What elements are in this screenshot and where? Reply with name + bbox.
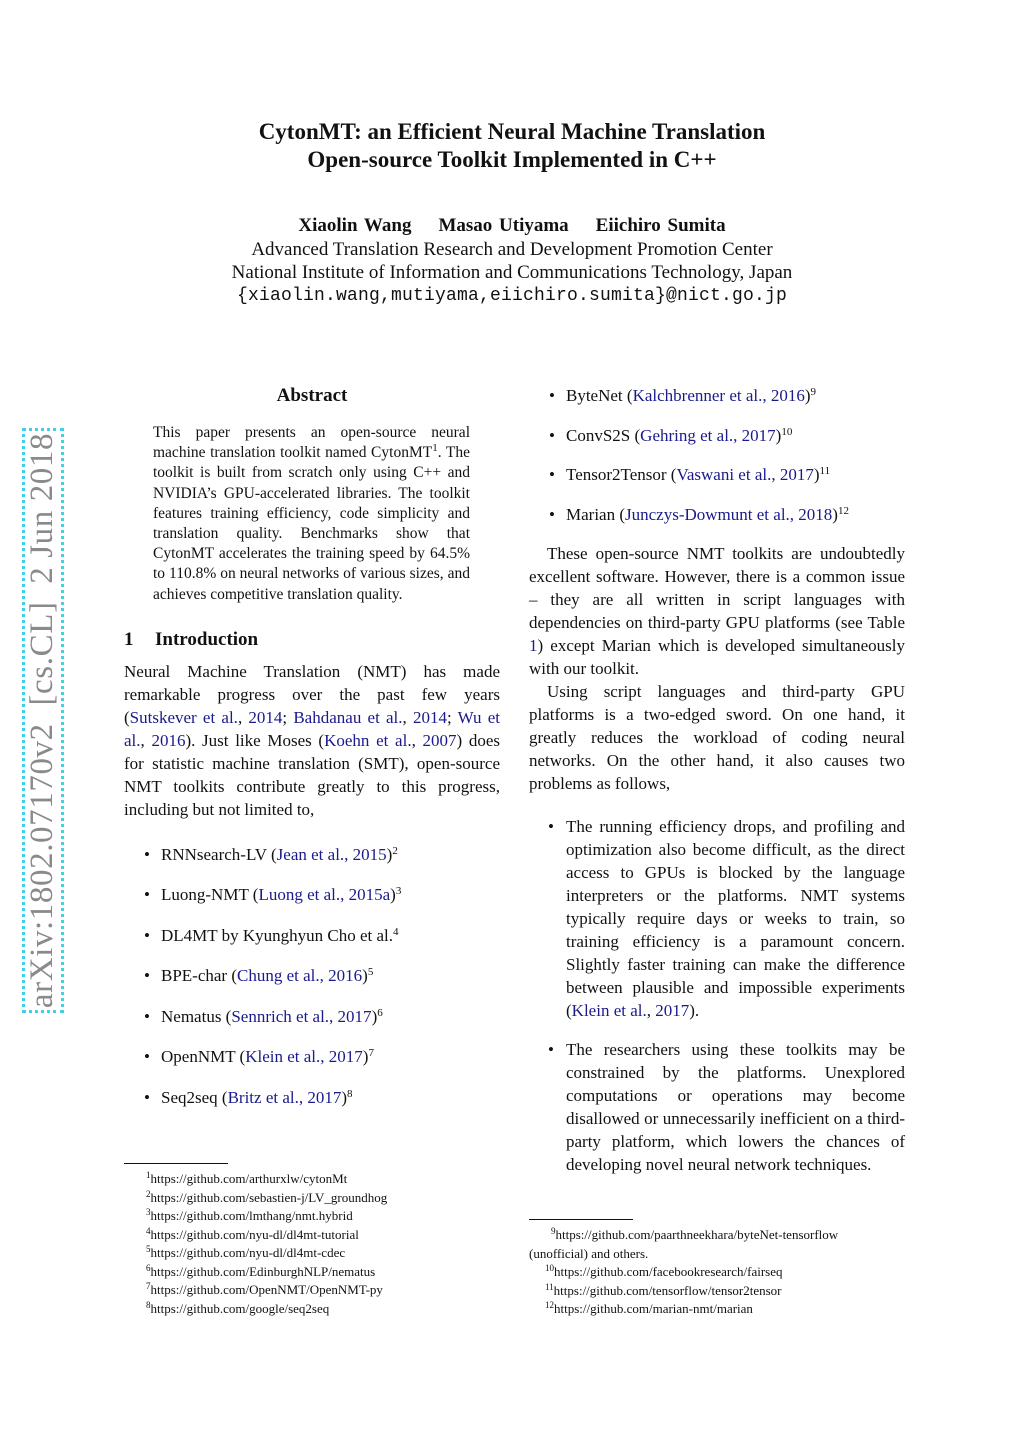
citation-link[interactable]: Luong et al., 2015a (258, 885, 391, 905)
list-item (529, 815, 905, 1022)
footnote-divider (124, 1163, 228, 1164)
citation-link[interactable]: Jean et al., 2015 (276, 844, 387, 864)
citation-link[interactable]: Chung et al., 2016 (237, 966, 363, 986)
footnote-mark[interactable]: 6 (377, 1006, 383, 1019)
footnote (529, 1226, 905, 1245)
footnote-url[interactable]: https://github.com/nyu-dl/dl4mt-cdec (150, 1245, 346, 1260)
footnote-number: 12 (545, 1300, 554, 1310)
footnote-url[interactable]: https://github.com/nyu-dl/dl4mt-tutorial (150, 1226, 359, 1242)
text-run: ) (386, 844, 393, 864)
footnote-number: 6 (146, 1262, 151, 1273)
footnote-number: 8 (146, 1299, 151, 1310)
footnote-list (124, 1170, 500, 1318)
table-reference-link[interactable]: 1 (529, 636, 538, 655)
intro-paragraph-2 (529, 542, 905, 680)
footnote-mark[interactable]: 8 (347, 1087, 353, 1100)
text-run: ) (390, 885, 396, 905)
right-column (529, 384, 905, 1192)
toolkit-name: Luong-NMT ( (161, 885, 259, 905)
list-item (124, 924, 500, 947)
footnote-mark: 1 (432, 442, 438, 455)
footnote-url[interactable]: https://github.com/arthurxlw/cytonMt (150, 1171, 348, 1186)
footnote-number: 7 (146, 1281, 151, 1291)
footnote-url[interactable]: https://github.com/marian-nmt/marian (554, 1301, 753, 1316)
text-run: ) does for statistic machine translation (SMT), open-source NMT toolkits contribute greatly to this progress, including but not limited to, (124, 730, 501, 819)
toolkit-name: ByteNet ( (566, 386, 633, 405)
text-run: ; (447, 707, 458, 727)
abstract-text (153, 423, 470, 605)
list-item (124, 843, 500, 866)
text-run: , (140, 730, 152, 750)
text-run: Neural Machine Translation (NMT) has made remarkable progress over the past few years ( (124, 661, 500, 727)
section-number: 1 (124, 628, 134, 650)
list-item (529, 503, 905, 526)
toolkit-name: Seq2seq ( (161, 1087, 228, 1107)
citation-link[interactable]: Klein et al., 2017 (245, 1047, 363, 1067)
toolkit-name: BPE-char ( (161, 966, 238, 986)
problem-list (529, 815, 905, 1176)
citation-link[interactable]: Kalchbrenner et al., 2016 (632, 386, 805, 405)
text-run: ) (362, 966, 368, 986)
footnote-url[interactable]: https://github.com/EdinburghNLP/nematus (150, 1263, 376, 1279)
author-emails: {xiaolin.wang,mutiyama,eiichiro.sumita}@nict.go.jp (236, 285, 788, 306)
footnote-divider (529, 1219, 633, 1220)
footnote (529, 1282, 905, 1301)
toolkit-name: RNNsearch-LV ( (161, 844, 277, 864)
list-item (529, 424, 905, 447)
list-item (529, 463, 905, 486)
text-run: The running efficiency drops, and profiling and optimization also become difficult, as the direct access to GPUs is blocked by the language interpreters or the platforms. NMT systems typically require days or weeks to train, so training efficiency is a paramount concern. Slightly faster training can make the difference between plausible and impossible experiments ( (566, 817, 905, 1020)
citation-link[interactable]: Sennrich et al., 2017 (231, 1006, 372, 1026)
footnote-url[interactable]: https://github.com/lmthang/nmt.hybrid (150, 1208, 353, 1223)
citation-link[interactable]: Gehring et al., 2017 (640, 425, 776, 445)
list-item (124, 883, 500, 906)
footnote-number: 9 (551, 1226, 556, 1236)
title-line-2: Open-source Toolkit Implemented in C++ (307, 147, 717, 172)
footnote-mark[interactable]: 12 (837, 504, 849, 517)
toolkit-list-left (124, 843, 500, 1109)
text-run: ) (362, 1047, 369, 1067)
citation-link[interactable]: Bahdanau et al. (293, 707, 403, 727)
text-run: ) (775, 425, 782, 445)
text-run: ) except Marian which is developed simultaneously with our toolkit. (529, 636, 905, 678)
footnotes-right (529, 1219, 905, 1319)
footnote-number: 3 (146, 1207, 151, 1217)
footnote-mark[interactable]: 4 (393, 925, 399, 938)
citation-link[interactable]: Klein et al. (571, 1001, 647, 1020)
citation-link[interactable]: 2014 (248, 707, 283, 727)
text-run: , (402, 707, 414, 727)
footnotes-left (124, 1163, 500, 1318)
arxiv-stamp-text: arXiv:1802.07170v2 [cs.CL] 2 Jun 2018 (24, 432, 61, 1009)
citation-link[interactable]: Sutskever et al. (129, 707, 238, 727)
text-run: ) (813, 465, 820, 484)
toolkit-name: Nematus ( (161, 1006, 232, 1026)
text-run: , (646, 1001, 656, 1020)
footnote (529, 1263, 905, 1282)
footnote (124, 1300, 500, 1319)
footnote (529, 1300, 905, 1319)
footnote-mark[interactable]: 7 (368, 1047, 374, 1060)
list-item (124, 1005, 500, 1028)
citation-link[interactable]: 2014 (413, 707, 448, 727)
list-item (124, 1086, 500, 1109)
citation-link[interactable]: Vaswani et al., 2017 (676, 465, 814, 484)
toolkit-list-right (529, 384, 905, 526)
paper-title (0, 118, 1024, 174)
footnote-continuation: (unofficial) and others. (529, 1245, 649, 1261)
footnote-mark[interactable]: 9 (810, 386, 817, 398)
footnote-number: 10 (545, 1263, 554, 1273)
text-run: , (411, 730, 423, 750)
citation-link[interactable]: 2007 (422, 730, 457, 750)
footnote (124, 1263, 500, 1282)
author-block (0, 214, 1024, 308)
section-title: Introduction (155, 628, 259, 650)
footnote (124, 1281, 500, 1300)
left-column (124, 384, 500, 1126)
affiliation-line-2: National Institute of Information and Communications Technology, Japan (231, 262, 793, 283)
arxiv-stamp (22, 428, 64, 1013)
citation-link[interactable]: Junczys-Dowmunt et al., 2018 (625, 504, 833, 524)
footnote (124, 1207, 500, 1226)
list-item (124, 964, 500, 987)
intro-paragraph-1 (124, 660, 500, 821)
footnote-number: 11 (545, 1281, 554, 1292)
abstract-part: This paper presents an open-source neural machine translation toolkit named CytonMT (153, 424, 470, 462)
footnote-url[interactable]: https://github.com/OpenNMT/OpenNMT-py (150, 1282, 383, 1297)
section-heading-introduction (124, 628, 500, 652)
author-names: Xiaolin Wang Masao Utiyama Eiichiro Sumita (298, 215, 726, 236)
text-run: ) (804, 386, 811, 405)
footnote-number: 1 (146, 1170, 151, 1180)
footnote-number: 5 (146, 1244, 151, 1254)
footnote-url[interactable]: https://github.com/paarthneekhara/byteNet-tensorflow (555, 1227, 839, 1242)
footnote-url[interactable]: https://github.com/tensorflow/tensor2tensor (553, 1282, 782, 1298)
text-run: These open-source NMT toolkits are undoubtedly excellent software. However, there is a common issue – they are all written in script languages with dependencies on third-party GPU platforms (see Table (529, 544, 905, 632)
footnote-number: 4 (146, 1225, 151, 1236)
citation-link[interactable]: Wu et al. (124, 707, 501, 750)
footnote-number: 2 (146, 1188, 151, 1199)
footnote-mark[interactable]: 3 (395, 885, 402, 898)
footnote-mark[interactable]: 10 (781, 425, 793, 438)
citation-link[interactable]: 2016 (151, 730, 186, 750)
footnote (124, 1189, 500, 1208)
abstract-heading: Abstract (276, 385, 348, 406)
toolkit-name: ConvS2S ( (566, 425, 641, 445)
text-run: , (237, 707, 249, 727)
footnote-mark[interactable]: 2 (392, 844, 398, 857)
citation-link[interactable]: Britz et al., 2017 (227, 1087, 342, 1107)
intro-paragraph-3: Using script languages and third-party GPU platforms is a two-edged sword. On one hand, it greatly reduces the workload of coding neural networks. On the other hand, it also causes two problems as follows, (529, 682, 905, 793)
list-item (529, 384, 905, 407)
toolkit-name: DL4MT by Kyunghyun Cho et al. (161, 925, 394, 945)
footnote-list (529, 1226, 905, 1319)
list-item: • The researchers using these toolkits may be constrained by the platforms. Unexplored computations or operations may become disallowed or unnecessarily inefficient on a third-party platform, which lowers the chances of developing novel neural network techniques. (529, 1038, 905, 1176)
citation-link[interactable]: Koehn et al. (324, 730, 412, 750)
abstract-part: . The toolkit is built from scratch only using C++ and NVIDIA’s GPU-accelerated libraries. The toolkit features training efficiency, code simplicity and translation quality. Benchmarks show that CytonMT accelerates the training speed by 64.5% to 110.8% on neural networks of various sizes, and achieves competitive translation quality. (153, 444, 470, 603)
toolkit-name: OpenNMT ( (161, 1047, 246, 1067)
text-run: ) (371, 1006, 378, 1026)
text-run: ). Just like Moses ( (185, 730, 325, 750)
text-run: ; (282, 707, 294, 727)
footnote (124, 1226, 500, 1245)
footnote-url[interactable]: https://github.com/google/seq2seq (150, 1300, 330, 1316)
affiliation-line-1: Advanced Translation Research and Development Promotion Center (251, 238, 773, 260)
footnote (124, 1244, 500, 1263)
list-item (124, 1045, 500, 1068)
citation-link[interactable]: 2017 (655, 1001, 690, 1020)
text-run: ) (832, 504, 838, 524)
footnote-mark[interactable]: 11 (819, 465, 831, 477)
title-line-1: CytonMT: an Efficient Neural Machine Translation (258, 119, 766, 144)
footnote-url[interactable]: https://github.com/facebookresearch/fairseq (554, 1264, 783, 1279)
toolkit-name: Marian ( (566, 504, 626, 524)
footnote-mark[interactable]: 5 (367, 966, 374, 979)
text-run: ) (341, 1087, 348, 1107)
text-run: ). (689, 1001, 700, 1020)
toolkit-name: Tensor2Tensor ( (566, 465, 677, 484)
footnote (124, 1170, 500, 1189)
footnote-url[interactable]: https://github.com/sebastien-j/LV_groundhog (150, 1189, 388, 1205)
